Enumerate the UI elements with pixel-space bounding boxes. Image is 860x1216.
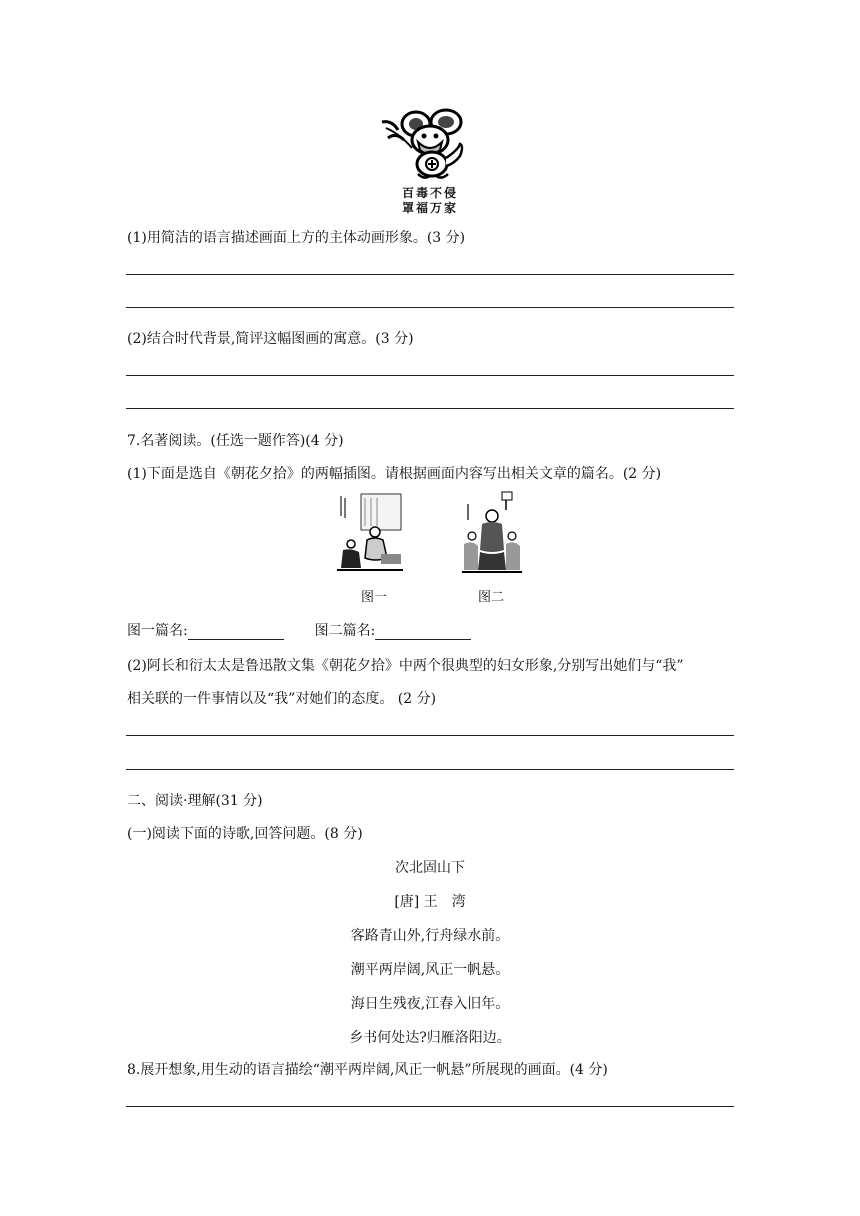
answer1-label: 图一篇名: <box>127 623 188 639</box>
answer-line[interactable] <box>126 1106 734 1107</box>
poem-title: 次北固山下 <box>395 860 465 876</box>
answer-row-titles <box>127 620 471 640</box>
q7-sub2-line1: (2)阿长和衍太太是鲁迅散文集《朝花夕拾》中两个很典型的妇女形象,分别写出她们与“我” <box>127 658 684 674</box>
answer2-label: 图二篇名: <box>314 623 376 639</box>
answer-line[interactable] <box>126 307 734 308</box>
caption-figure-two: 图二 <box>478 590 505 605</box>
poem-line: 客路青山外,行舟绿水前。 <box>350 928 510 944</box>
illustration-figure-two <box>462 490 522 574</box>
q7-sub1: (1)下面是选自《朝花夕拾》的两幅插图。请根据画面内容写出相关文章的篇名。(2 分) <box>127 466 662 482</box>
q7-title: 7.名著阅读。(任选一题作答)(4 分) <box>127 433 344 449</box>
q8-title: 8.展开想象,用生动的语言描绘“潮平两岸阔,风正一帆悬”所展现的画面。(4 分) <box>127 1062 608 1078</box>
answer-line[interactable] <box>126 274 734 275</box>
section2-part1: (一)阅读下面的诗歌,回答问题。(8 分) <box>127 826 363 842</box>
illustration-figure-one <box>337 492 403 572</box>
q6-sub2: (2)结合时代背景,简评这幅图画的寓意。(3 分) <box>127 331 414 347</box>
q7-sub2-line2: 相关联的一件事情以及“我”对她们的态度。 (2 分) <box>127 691 437 707</box>
poem-line: 潮平两岸阔,风正一帆悬。 <box>350 962 510 978</box>
poem-line: 海日生残夜,江春入旧年。 <box>350 996 510 1012</box>
answer1-blank[interactable] <box>188 625 284 640</box>
answer2-blank[interactable] <box>375 625 471 640</box>
caption-figure-one: 图一 <box>361 590 388 605</box>
emblem-slogan-line1: 百毒不侵 <box>401 186 458 200</box>
answer-line[interactable] <box>126 769 734 770</box>
mouse-mascot-illustration <box>378 108 478 182</box>
poem-author: [唐] 王 湾 <box>394 894 466 910</box>
q6-sub1: (1)用简洁的语言描述画面上方的主体动画形象。(3 分) <box>127 230 466 246</box>
poem-line: 乡书何处达?归雁洛阳边。 <box>349 1030 511 1046</box>
section2-title: 二、阅读·理解(31 分) <box>127 793 263 809</box>
answer-line[interactable] <box>126 375 734 376</box>
answer-line[interactable] <box>126 408 734 409</box>
emblem-slogan-line2: 罩福万家 <box>401 201 458 215</box>
answer-line[interactable] <box>126 735 734 736</box>
